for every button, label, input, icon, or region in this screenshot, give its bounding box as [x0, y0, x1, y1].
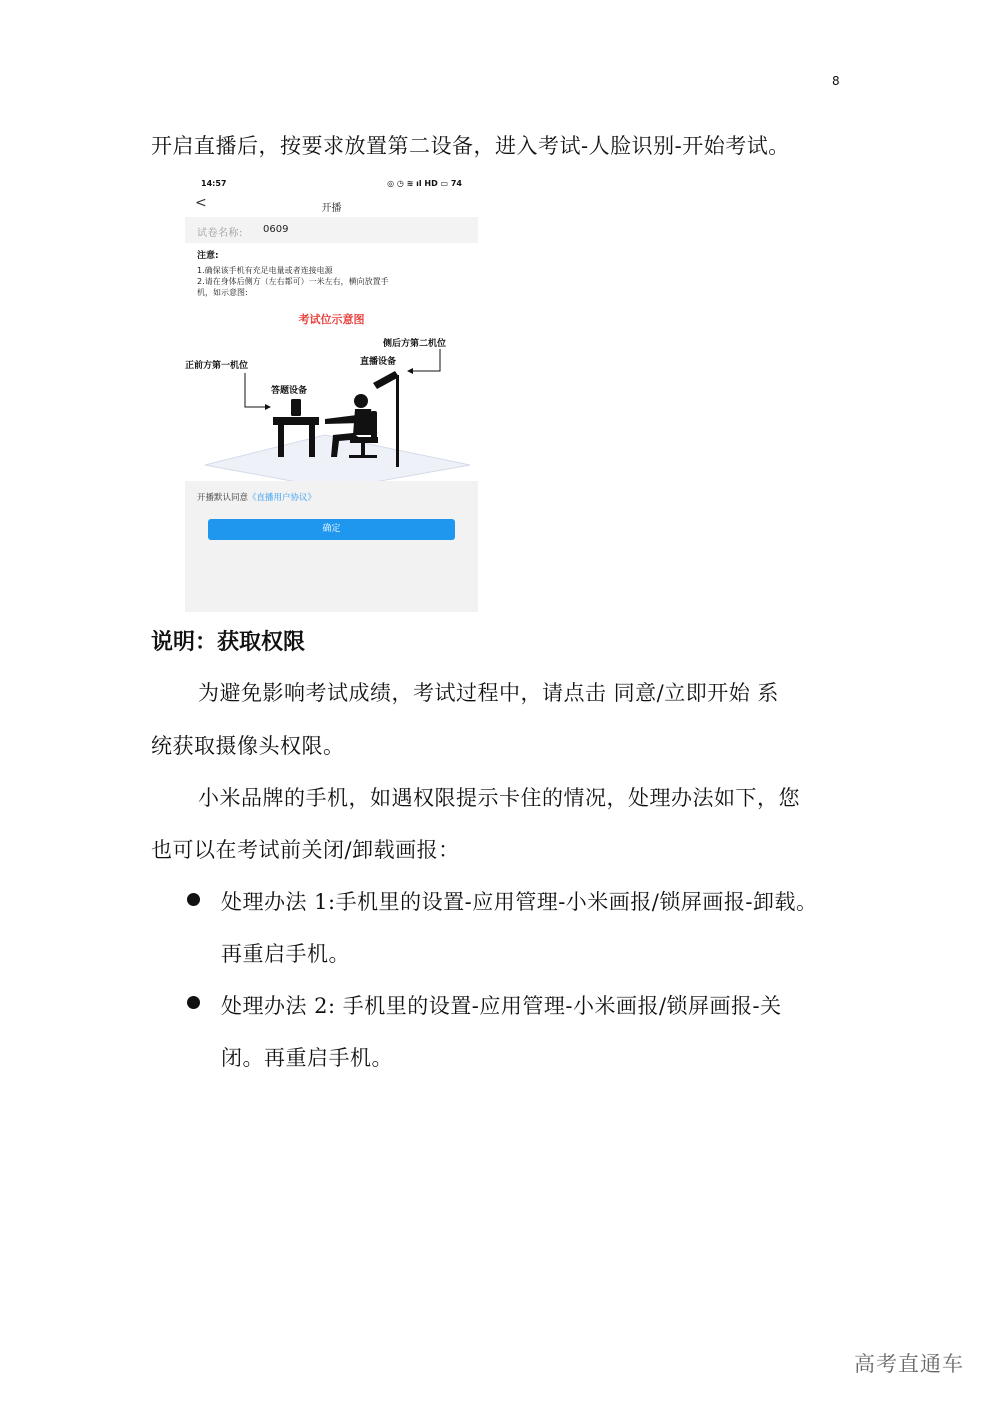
notice-title: 注意:: [197, 251, 219, 261]
intro-text: 开启直播后，按要求放置第二设备，进入考试-人脸识别-开始考试。: [151, 134, 790, 158]
arrow-head-second: [407, 368, 413, 374]
notice-item-2b: 机，如示意图:: [197, 288, 248, 297]
chair-base: [349, 455, 377, 458]
paper-name-row: [185, 217, 478, 243]
chair-seat: [350, 437, 378, 443]
chair-post: [361, 443, 365, 455]
notice-block: [197, 251, 472, 298]
status-icons: [387, 179, 462, 188]
tripod-pole: [396, 375, 399, 467]
navbar: [185, 193, 478, 217]
label-second-position: 侧后方第二机位: [383, 339, 447, 349]
bullet-1-line-1: 处理办法 1:手机里的设置-应用管理-小米画报/锁屏画报-卸载。: [221, 890, 818, 914]
status-bar: [185, 171, 478, 193]
arrow-second-position: [413, 349, 440, 371]
person-arm: [325, 415, 361, 424]
desk-top: [273, 417, 319, 425]
confirm-button[interactable]: 确定: [208, 519, 455, 540]
desk-leg-left: [278, 425, 284, 457]
chair-back: [371, 411, 377, 441]
agreement-link[interactable]: 《直播用户协议》: [248, 493, 317, 503]
label-live-device: 直播设备: [360, 357, 397, 367]
status-time: 14:57: [201, 179, 227, 188]
signal-icon: ◎ ◷ ≋ ıl HD ▭: [387, 179, 451, 188]
notice-item-1: 1.确保该手机有充足电量或者连接电源: [197, 266, 333, 275]
notice-item-2a: 2.请在身体后侧方（左右都可）一米左右，横向放置手: [197, 277, 389, 286]
answer-device-icon: [291, 399, 301, 416]
exam-position-diagram: [185, 331, 478, 481]
bullet-2-line-1: 处理办法 2: 手机里的设置-应用管理-小米画报/锁屏画报-关: [221, 994, 782, 1018]
watermark: 高考直通车: [854, 1352, 964, 1376]
agreement-prefix: 开播默认同意: [197, 493, 249, 503]
arrow-head-first: [265, 404, 271, 410]
page-number: 8: [832, 74, 840, 88]
phone-screenshot: [185, 171, 478, 612]
bullet-icon: [187, 996, 200, 1009]
nav-title: 开播: [321, 203, 342, 214]
paragraph-1-line-2: 统获取摄像头权限。: [151, 734, 345, 758]
bullet-1-line-2: 再重启手机。: [221, 942, 350, 966]
live-device-camera-icon: [373, 371, 399, 389]
agreement-text: [197, 491, 316, 503]
paper-name-label: 试卷名称:: [197, 228, 243, 239]
paragraph-2-line-2: 也可以在考试前关闭/卸载画报：: [151, 838, 460, 862]
label-first-position: 正前方第一机位: [185, 361, 249, 371]
person-head: [354, 394, 368, 408]
paragraph-1-line-1: 为避免影响考试成绩，考试过程中，请点击 同意/立即开始 系: [198, 681, 779, 705]
bullet-2-line-2: 闭。再重启手机。: [221, 1046, 393, 1070]
desk-leg-right: [309, 425, 315, 457]
paragraph-2-line-1: 小米品牌的手机，如遇权限提示卡住的情况，处理办法如下，您: [198, 786, 800, 810]
arrow-first-position: [245, 373, 265, 407]
battery-level: 74: [450, 179, 462, 188]
bottom-panel: [185, 481, 478, 612]
paper-name-value: 0609: [263, 224, 289, 235]
label-answer-device: 答题设备: [271, 386, 308, 396]
diagram-title: 考试位示意图: [298, 313, 365, 326]
chevron-left-icon[interactable]: <: [195, 195, 207, 211]
bullet-icon: [187, 893, 200, 906]
section-heading: 说明：获取权限: [151, 629, 306, 655]
